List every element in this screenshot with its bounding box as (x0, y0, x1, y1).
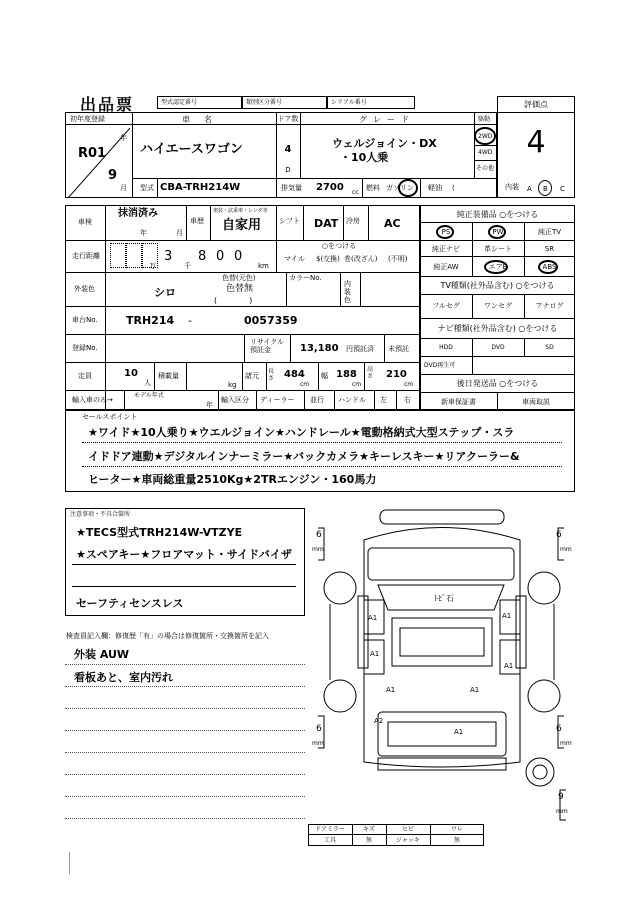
legend-header-break: ワレ (450, 826, 463, 833)
equip-pw: PW (492, 228, 504, 236)
import-label: 輸入車のみ→ (72, 396, 113, 404)
load-unit: kg (228, 381, 237, 389)
import-parallel: 並行 (310, 396, 324, 404)
mileage-mile: マイル (284, 255, 305, 263)
recycle-label: リサイクル預託金 (250, 338, 285, 354)
equip-aw: 純正AW (433, 263, 459, 271)
mileage-digit-4: 0 (234, 249, 243, 264)
grade-line-2: ・10人乗 (340, 151, 389, 164)
mileage-label: 走行距離 (72, 252, 100, 260)
recycle-unit: 円預託済 (346, 345, 374, 353)
mileage-sen: 千 (184, 262, 191, 270)
tread-rear-left: 6 (316, 724, 322, 734)
height-unit: cm (404, 381, 414, 388)
score-value: 4 (526, 125, 546, 160)
category-number-label: 類別区分番号 (246, 99, 283, 106)
note-line-1: ★TECS型式TRH214W-VTZYE (76, 526, 243, 539)
tread-rear-right: 6 (556, 724, 562, 734)
tv-fullseg: フルセグ (432, 302, 460, 310)
tread-spare: 9 (558, 792, 564, 802)
legend-header-scratch: キズ (363, 826, 375, 833)
shaken-value: 抹消済み (118, 208, 158, 219)
model-year-unit: 年 (206, 401, 213, 409)
model-year-label: モデル年式 (134, 392, 164, 399)
steering-right: 右 (404, 396, 411, 404)
interior-a: A (527, 185, 532, 193)
damage-mark-7: A2 (374, 717, 384, 725)
post-ship-title: 後日発送品 ○をつける (456, 379, 539, 388)
shift-label: シフト (279, 217, 300, 225)
shaken-label: 車検 (78, 218, 92, 226)
mileage-unit: km (258, 262, 269, 270)
steering-label: ハンドル (338, 396, 366, 404)
legend-value-scratch: 無 (365, 837, 372, 844)
capacity-unit: 人 (144, 379, 151, 387)
recycle-unpaid: 未預託 (388, 345, 409, 353)
tread-spare-unit: mm (556, 808, 568, 815)
tv-analog: アナログ (535, 302, 564, 310)
tread-rear-left-unit: mm (312, 740, 324, 747)
displacement-unit: cc (352, 189, 359, 196)
damage-mark-6: A1 (470, 686, 480, 694)
legend-header-mirror: ドアミラー (315, 826, 345, 833)
interior-c: C (560, 185, 565, 193)
sales-point-line-2: イドドア連動★デジタルインナーミラー★バックカメラ★キーレスキー★リアクーラー& (88, 450, 520, 463)
color-value: シロ (154, 286, 176, 299)
length-label: 長さ (268, 368, 275, 382)
post-manual: 車両取説 (522, 398, 550, 406)
ac-label: 冷房 (346, 217, 360, 225)
load-label: 積載量 (158, 372, 179, 380)
page-title: 出品票 (80, 95, 135, 114)
chassis-number: 0057359 (244, 314, 298, 327)
registration-number-label: 登録No. (72, 344, 98, 352)
damage-mark-stone-chip: ﾄﾋﾞ石 (434, 594, 454, 603)
dims-label: 諸元 (245, 372, 259, 380)
color-label: 外装色 (74, 285, 95, 293)
legend-value-break: 無 (453, 837, 460, 844)
equip-ps: PS (441, 228, 451, 236)
width-unit: cm (352, 381, 362, 388)
height-value: 210 (386, 369, 407, 380)
notes-label: 注意事項・不具合箇所 (70, 511, 131, 518)
sales-point-line-1: ★ワイド★10人乗り★ウエルジョイン★ハンドレール★電動格納式大型ステップ・スラ (88, 426, 515, 439)
legend-header-crack: ヒビ (401, 826, 414, 833)
mileage-digit-3: 0 (216, 249, 225, 264)
recycle-value: 13,180 (300, 343, 339, 354)
inspector-line-2: 看板あと、室内汚れ (74, 671, 173, 684)
interior-b: B (543, 185, 548, 193)
tv-oneseg: ワンセグ (484, 302, 512, 310)
grade-label: グレード (359, 115, 415, 124)
color-no-label: カラーNo. (289, 274, 322, 282)
model-label: 型式 (140, 184, 154, 192)
equipment-title: 純正装備品 ○をつける (456, 210, 539, 219)
car-name: ハイエースワゴン (140, 142, 243, 157)
damage-mark-2: A1 (502, 612, 512, 620)
steering-left: 左 (380, 396, 387, 404)
tread-front-left: 6 (316, 530, 322, 540)
doors-value: 4 (284, 144, 292, 155)
doors-label: ドア数 (277, 115, 299, 123)
damage-mark-1: A1 (368, 614, 378, 622)
chassis-dash: - (188, 314, 192, 327)
fuel-diesel: 軽油 (428, 184, 442, 192)
fuel-label: 燃料 (366, 184, 380, 192)
equip-sr: SR (544, 245, 555, 253)
first-registration-label: 初年度登録 (70, 115, 105, 123)
tread-front-right-unit: mm (560, 546, 572, 553)
chassis-model: TRH214 (126, 314, 175, 327)
navi-hdd: HDD (439, 344, 453, 351)
color-paren: ( ) (214, 296, 253, 305)
length-value: 484 (284, 369, 305, 380)
damage-mark-8: A1 (454, 728, 464, 736)
legend-value-jack: ジャッキ (396, 837, 420, 844)
damage-mark-3: A1 (370, 650, 380, 658)
year-mark: 年 (120, 134, 127, 142)
navi-sd: SD (545, 344, 554, 351)
damage-mark-4: A1 (504, 662, 514, 670)
capacity-label: 定員 (78, 372, 92, 380)
import-dealer: ディーラー (260, 396, 295, 404)
post-warranty: 新車保証書 (441, 398, 476, 406)
fuel-gasoline: ガソリン (386, 184, 414, 192)
serial-number-label: シリアル番号 (331, 99, 367, 106)
inspector-label: 検査員記入欄：修復歴「有」の場合は修復箇所・交換箇所を記入 (66, 632, 269, 640)
shift-value: DAT (314, 217, 339, 230)
note-line-2: ★スペアキー★フロアマット・サイドバイザ (76, 548, 292, 561)
meter-option-tamper: 巻(改ざん) (344, 255, 378, 263)
meter-option-exchange: $(交換) (316, 255, 340, 263)
tread-rear-right-unit: mm (560, 740, 572, 747)
interior-label: 内装 (505, 183, 519, 191)
displacement-value: 2700 (316, 182, 344, 193)
mileage-circle-note: ○をつける (322, 242, 357, 250)
tread-front-left-unit: mm (312, 546, 324, 553)
equip-airbag: エアB (488, 263, 508, 271)
damage-mark-5: A1 (386, 686, 396, 694)
car-name-label: 車名 (182, 115, 226, 124)
certification-number-label: 型式認定番号 (161, 99, 198, 106)
navi-dvd: DVD (491, 344, 505, 351)
usage-label: 車歴 (190, 217, 204, 225)
dvd-playback: DVD再生可 (424, 362, 456, 369)
doors-unit: D (285, 166, 291, 174)
shaken-month: 月 (176, 229, 183, 237)
usage-value: 自家用 (222, 218, 262, 233)
first-registration-era: R01 (78, 146, 107, 161)
chassis-label: 車台No. (72, 316, 98, 324)
tread-front-right: 6 (556, 530, 562, 540)
navi-type-title: ナビ種類(社外品含む) ○をつける (437, 324, 558, 333)
mileage-digit-2: 8 (198, 249, 207, 264)
usage-small: 架装・試乗車・レンタ等 (213, 208, 268, 214)
length-unit: cm (300, 381, 310, 388)
equip-tv: 純正TV (537, 228, 562, 236)
first-registration-month: 9 (108, 168, 118, 183)
import-class-label: 輸入区分 (221, 396, 249, 404)
drive-other: その他 (476, 165, 495, 172)
equip-abs: ABS (542, 263, 557, 271)
score-label: 評価点 (524, 100, 548, 109)
fuel-other-paren: ( (452, 184, 455, 192)
interior-color-label: 内装色 (344, 280, 351, 304)
displacement-label: 排気量 (281, 184, 302, 192)
mileage-digit-1: 3 (164, 249, 173, 264)
drive-label: 駆動 (478, 116, 491, 123)
mileage-man: 万 (149, 262, 156, 270)
month-mark: 月 (120, 184, 127, 192)
height-label: 高さ (367, 366, 374, 380)
note-line-4: セーフティセンスレス (76, 597, 184, 610)
sales-point-line-3: ヒーター★車両総重量2510Kg★2TRエンジン・160馬力 (88, 473, 377, 486)
width-label: 幅 (321, 372, 328, 380)
sales-points-label: セールスポイント (82, 413, 138, 421)
color-original-label: 色替(元色) (222, 274, 256, 282)
inspector-line-1: 外装 AUW (74, 648, 130, 661)
equip-leather: 革シート (484, 245, 512, 253)
grade-line-1: ウェルジョイン・DX (332, 137, 437, 150)
width-value: 188 (336, 369, 357, 380)
meter-option-unknown: (不明) (388, 255, 408, 263)
drive-2wd: 2WD (478, 133, 493, 140)
equip-navi: 純正ナビ (432, 245, 460, 253)
legend-value-tools: 工具 (323, 837, 336, 844)
shaken-year: 年 (140, 229, 147, 237)
color-change: 色替無 (226, 284, 254, 294)
capacity-value: 10 (124, 368, 138, 379)
tv-type-title: TV種類(社外品含む) ○をつける (440, 281, 555, 290)
model-value: CBA-TRH214W (160, 182, 241, 193)
ac-value: AC (384, 217, 401, 230)
drive-4wd: 4WD (478, 149, 493, 156)
